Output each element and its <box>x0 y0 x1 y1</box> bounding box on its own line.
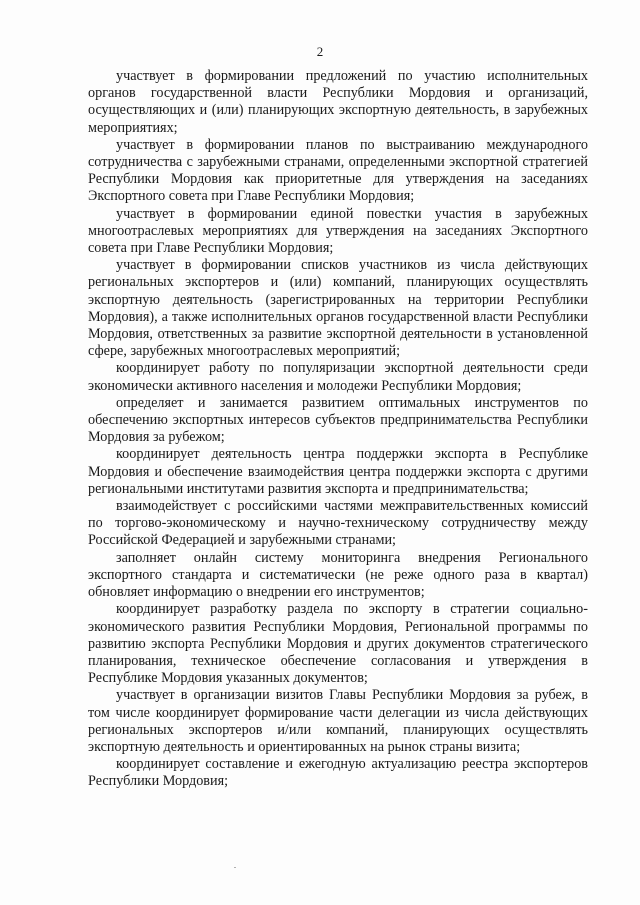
paragraph: участвует в организации визитов Главы Республики Мордовия за рубеж, в том числе координирует формирование части делегации из числа действующих региональных экспортеров и/или компаний, планирующих осуществлять экспортную деятельность и ориентированных на рынок страны визита; <box>88 687 588 755</box>
page-number: 2 <box>316 44 324 59</box>
document-body <box>88 68 588 791</box>
paragraph: участвует в формировании планов по выстраиванию международного сотрудничества с зарубежными странами, определенными экспортной стратегией Республики Мордовия как приоритетные для утверждения на заседаниях Экспортного совета при Главе Республики Мордовия; <box>88 136 588 205</box>
paragraph: заполняет онлайн систему мониторинга внедрения Регионального экспортного стандарта и систематически (не реже одного раза в квартал) обновляет информацию о внедрении его инструментов; <box>88 549 588 601</box>
paragraph: координирует составление и ежегодную актуализацию реестра экспортеров Республики Мордовия; <box>88 756 588 790</box>
paragraph: координирует разработку раздела по экспорту в стратегии социально-экономического развития Республики Мордовия, Региональной программы по развитию экспорта Республики Мордовия и других документов стратегического планирования, техническое обеспечение согласования и утверждения в Республике Мордовия указанных документов; <box>88 601 588 687</box>
paragraph: участвует в формировании предложений по участию исполнительных органов государственной власти Республики Мордовия и организаций, осуществляющих и (или) планирующих экспортную деятельность, в зарубежных мероприятиях; <box>88 68 588 136</box>
paragraph: участвует в формировании списков участников из числа действующих региональных экспортеров и (или) компаний, планирующих осуществлять экспортную деятельность (зарегистрированных на территории Республики Мордовия), а также исполнительных органов государственной власти Республики Мордовия, ответственных за развитие экспортной деятельности в установленной сфере, зарубежных многоотраслевых мероприятий; <box>88 257 588 360</box>
paragraph: взаимодействует с российскими частями межправительственных комиссий по торгово-экономическому и научно-техническому сотрудничеству между Российской Федерацией и зарубежными странами; <box>88 498 588 549</box>
paragraph: определяет и занимается развитием оптимальных инструментов по обеспечению экспортных интересов субъектов предпринимательства Республики Мордовия за рубежом; <box>88 394 588 446</box>
paragraph: координирует работу по популяризации экспортной деятельности среди экономически активного населения и молодежи Республики Мордовия; <box>88 360 588 394</box>
scan-speck <box>234 867 236 868</box>
paragraph: участвует в формировании единой повестки участия в зарубежных многоотраслевых мероприятиях для утверждения на заседаниях Экспортного совета при Главе Республики Мордовия; <box>88 205 588 257</box>
paragraph: координирует деятельность центра поддержки экспорта в Республике Мордовия и обеспечение взаимодействия центра поддержки экспорта с другими региональными институтами развития экспорта и предпринимательства; <box>88 446 588 497</box>
